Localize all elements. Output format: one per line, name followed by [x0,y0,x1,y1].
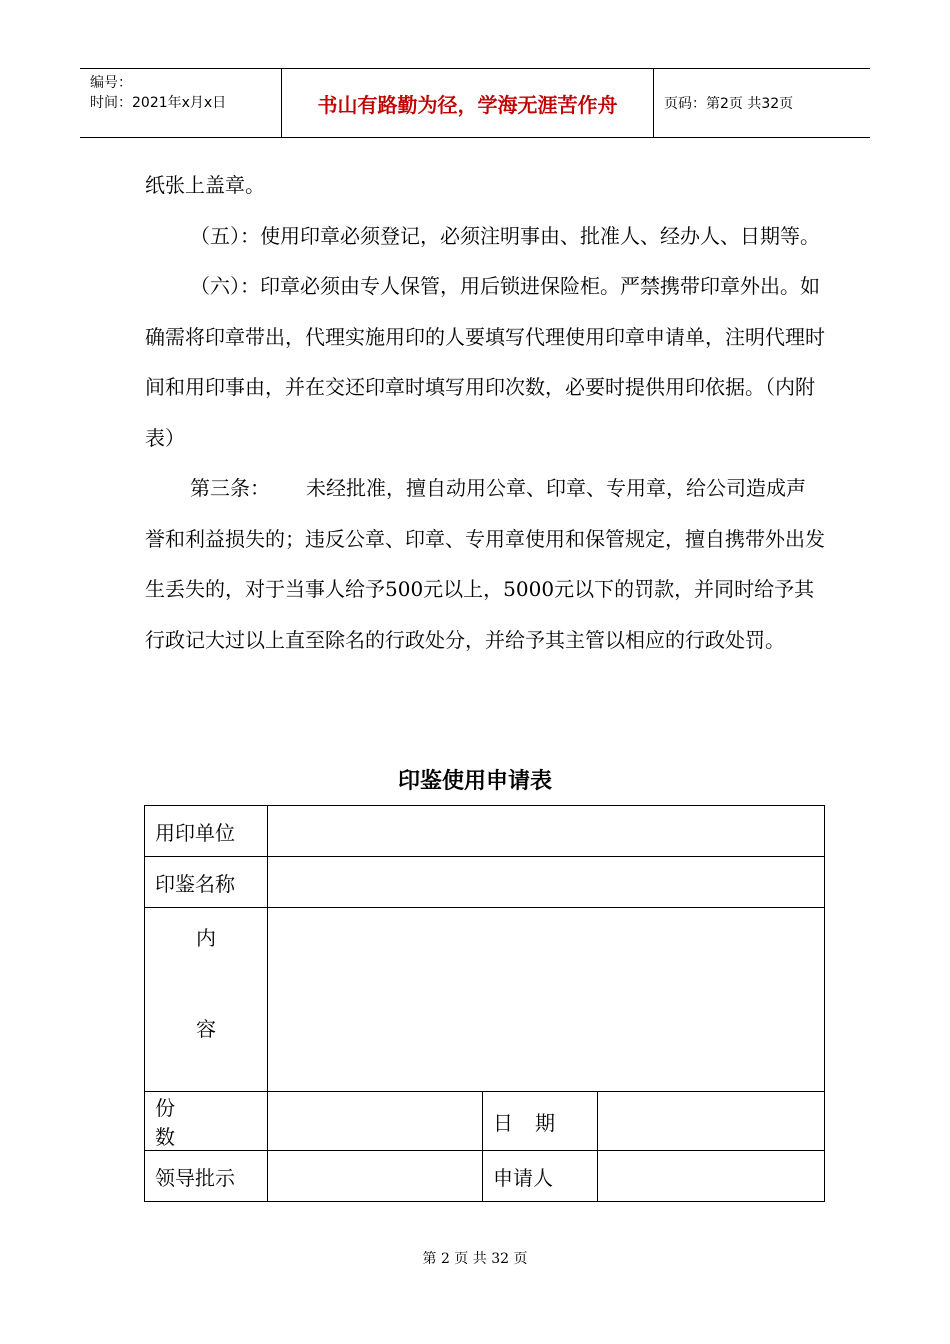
document-body [145,160,825,665]
approval-label: 领导批示 [145,1151,268,1202]
unit-label: 用印单位 [145,806,268,857]
seal-application-form [144,805,825,1202]
form-title: 印鉴使用申请表 [397,769,552,794]
unit-field[interactable] [268,806,825,857]
article-3-label: 第三条： [190,476,270,500]
approval-field[interactable] [268,1151,483,1202]
content-label [145,908,268,1092]
page-footer: 第 2 页 共 32 页 [422,1251,528,1267]
table-row [145,806,825,857]
table-row [145,1092,825,1151]
paragraph: （六）：印章必须由专人保管，用后锁进保险柜。严禁携带印章外出。如确需将印章带出，代理实施用印的人要填写代理使用印章申请单，注明代理时间和用印事由，并在交还印章时填写用印次数，必要时提供用印依据。（内附表） [145,274,825,450]
paragraph: 纸张上盖章。 [145,173,265,197]
copies-label: 份数 [145,1092,268,1151]
number-label: 编号： [90,75,132,91]
date-field[interactable] [598,1092,825,1151]
table-row [145,908,825,1092]
article-3 [145,463,825,665]
table-row [145,1151,825,1202]
content-label-1: 内 [196,926,216,950]
page-header [80,68,870,138]
seal-name-label: 印鉴名称 [145,857,268,908]
content-field[interactable] [268,908,825,1092]
applicant-field[interactable] [598,1151,825,1202]
header-page-info: 页码：第2页 共32页 [664,96,794,112]
table-row [145,857,825,908]
content-label-2: 容 [196,1017,216,1041]
header-motto: 书山有路勤为径，学海无涯苦作舟 [282,69,654,137]
header-meta [80,69,282,137]
time-label: 时间：2021年x月x日 [90,95,227,111]
seal-name-field[interactable] [268,857,825,908]
article-3-text: 未经批准，擅自动用公章、印章、专用章，给公司造成声誉和利益损失的；违反公章、印章、专用章使用和保管规定，擅自携带外出发生丢失的，对于当事人给予500元以上，5000元以下的罚款，并同时给予其行政记大过以上直至除名的行政处分，并给予其主管以相应的行政处罚。 [145,476,825,652]
copies-field[interactable] [268,1092,483,1151]
date-label: 日期 [483,1092,598,1151]
paragraph: （五）：使用印章必须登记，必须注明事由、批准人、经办人、日期等。 [190,223,820,248]
applicant-label: 申请人 [483,1151,598,1202]
